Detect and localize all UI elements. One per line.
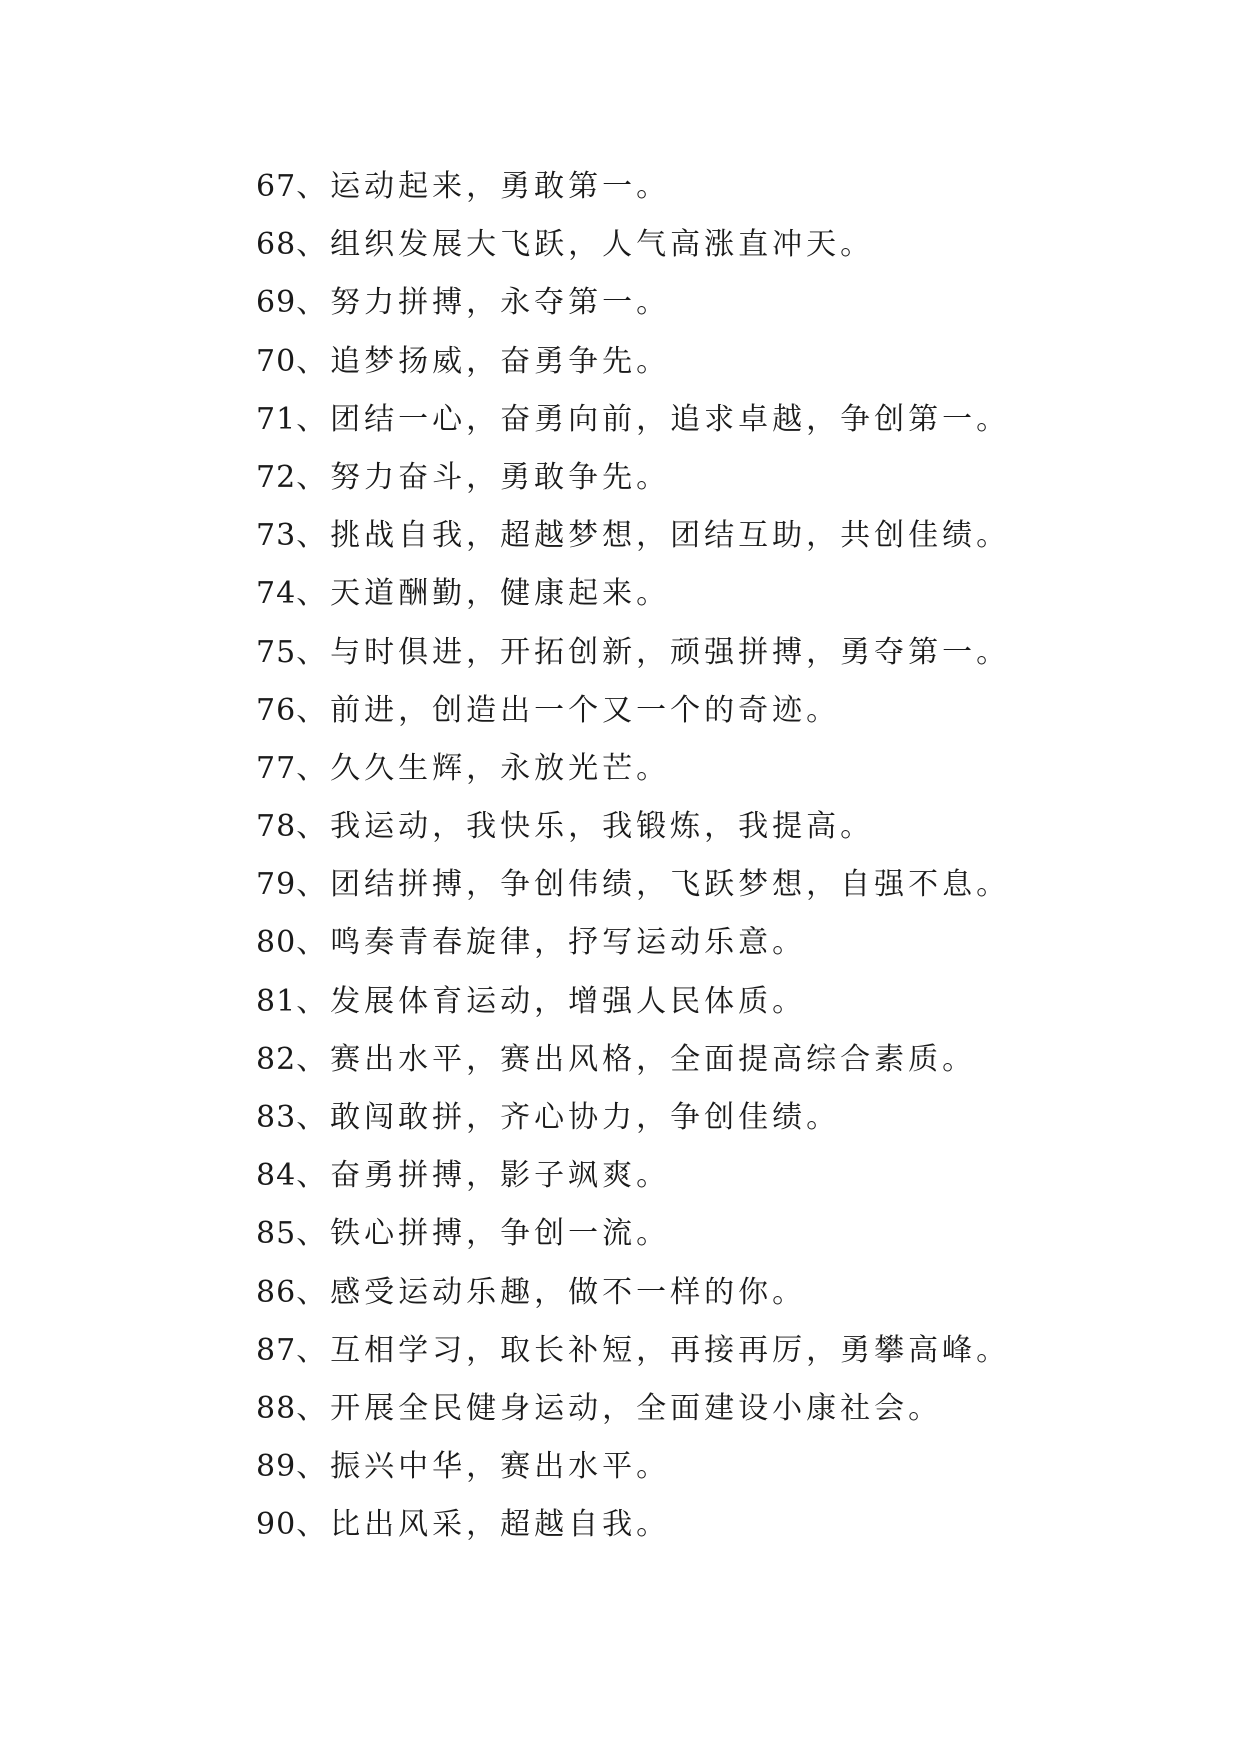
slogan-text: 、团结一心，奋勇向前，追求卓越，争创第一。 — [296, 401, 1011, 437]
slogan-item — [256, 624, 1156, 682]
slogan-number: 67 — [256, 169, 297, 204]
slogan-number: 74 — [256, 576, 297, 612]
slogan-item — [256, 216, 1156, 274]
slogan-item — [256, 914, 1156, 972]
slogan-number: 68 — [256, 227, 297, 263]
slogan-text: 、挑战自我，超越梦想，团结互助，共创佳绩。 — [296, 518, 1011, 554]
slogan-item — [256, 333, 1156, 391]
slogan-text: 、鸣奏青春旋律，抒写运动乐意。 — [296, 925, 807, 961]
slogan-item — [256, 973, 1156, 1031]
slogan-number: 86 — [256, 1274, 297, 1310]
slogan-text: 、努力拼搏，永夺第一。 — [296, 285, 671, 321]
slogan-number: 76 — [256, 692, 297, 728]
slogan-item — [256, 1205, 1156, 1263]
slogan-text: 、奋勇拼搏，影子飒爽。 — [296, 1158, 671, 1194]
slogan-text: 、铁心拼搏，争创一流。 — [296, 1216, 671, 1252]
slogan-text: 、发展体育运动，增强人民体质。 — [296, 983, 807, 1019]
slogan-item — [256, 158, 1156, 216]
slogan-text: 、开展全民健身运动，全面建设小康社会。 — [296, 1390, 943, 1426]
slogan-text: 、赛出水平，赛出风格，全面提高综合素质。 — [296, 1041, 977, 1077]
slogan-item — [256, 507, 1156, 565]
slogan-list — [256, 158, 1156, 1555]
slogan-item — [256, 1380, 1156, 1438]
slogan-text: 、天道酬勤，健康起来。 — [296, 576, 671, 612]
slogan-item — [256, 856, 1156, 914]
slogan-number: 75 — [256, 634, 297, 670]
slogan-item — [256, 1496, 1156, 1554]
slogan-number: 73 — [256, 518, 297, 554]
slogan-number: 78 — [256, 809, 297, 845]
slogan-text: 、久久生辉，永放光芒。 — [296, 750, 671, 786]
slogan-number: 69 — [256, 285, 297, 321]
slogan-text: 、我运动，我快乐，我锻炼，我提高。 — [296, 809, 875, 845]
slogan-text: 、比出风采，超越自我。 — [296, 1507, 671, 1543]
slogan-item — [256, 1438, 1156, 1496]
slogan-number: 85 — [256, 1216, 297, 1252]
slogan-text: 、感受运动乐趣，做不一样的你。 — [296, 1274, 807, 1310]
slogan-item — [256, 274, 1156, 332]
slogan-item — [256, 1322, 1156, 1380]
slogan-item — [256, 1089, 1156, 1147]
slogan-number: 77 — [256, 750, 297, 786]
slogan-number: 83 — [256, 1100, 297, 1135]
slogan-item — [256, 1147, 1156, 1205]
slogan-number: 71 — [256, 401, 297, 437]
slogan-text: 、组织发展大飞跃，人气高涨直冲天。 — [296, 227, 875, 263]
slogan-text: 、运动起来，勇敢第一。 — [296, 169, 671, 204]
slogan-text: 、努力奋斗，勇敢争先。 — [296, 459, 671, 495]
slogan-number: 89 — [256, 1449, 297, 1485]
slogan-item — [256, 565, 1156, 623]
slogan-item — [256, 391, 1156, 449]
slogan-number: 72 — [256, 459, 297, 495]
slogan-item — [256, 449, 1156, 507]
slogan-number: 79 — [256, 867, 297, 903]
slogan-item — [256, 1264, 1156, 1322]
slogan-number: 90 — [256, 1507, 297, 1543]
slogan-text: 、敢闯敢拼，齐心协力，争创佳绩。 — [296, 1100, 841, 1135]
slogan-item — [256, 682, 1156, 740]
slogan-number: 82 — [256, 1041, 297, 1077]
slogan-number: 87 — [256, 1332, 297, 1368]
slogan-text: 、振兴中华，赛出水平。 — [296, 1449, 671, 1485]
slogan-number: 80 — [256, 925, 297, 961]
slogan-number: 88 — [256, 1390, 297, 1426]
slogan-number: 81 — [256, 983, 297, 1019]
slogan-number: 70 — [256, 343, 297, 379]
slogan-text: 、与时俱进，开拓创新，顽强拼搏，勇夺第一。 — [296, 634, 1011, 670]
slogan-item — [256, 798, 1156, 856]
slogan-text: 、前进，创造出一个又一个的奇迹。 — [296, 692, 841, 728]
slogan-number: 84 — [256, 1158, 297, 1194]
slogan-text: 、互相学习，取长补短，再接再厉，勇攀高峰。 — [296, 1332, 1011, 1368]
slogan-item — [256, 740, 1156, 798]
slogan-item — [256, 1031, 1156, 1089]
slogan-text: 、团结拼搏，争创伟绩，飞跃梦想，自强不息。 — [296, 867, 1011, 903]
slogan-text: 、追梦扬威，奋勇争先。 — [296, 343, 671, 379]
